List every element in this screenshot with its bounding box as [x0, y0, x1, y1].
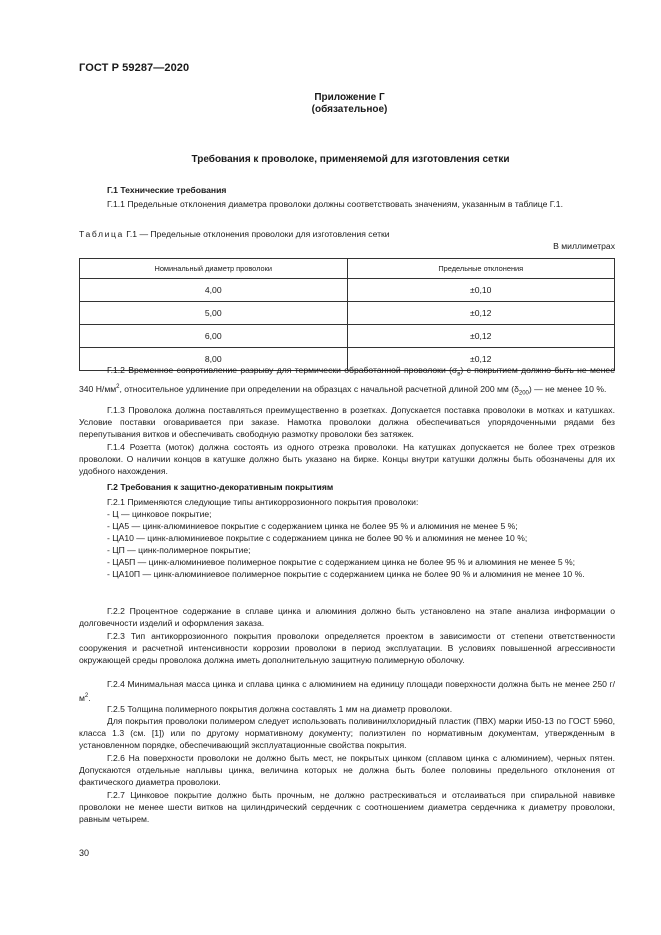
g2-paragraph-5b: Для покрытия проволоки полимером следует использовать поливинилхлоридный пластик (ПВХ) марки И50-13 по ГОСТ 5960, класса 1.3 (см. [1]) или по другому нормативному документу; полиэтилен по нормативным документам, утвержденным в установленном порядке, обеспечивающий эксплуатационные свойства покрытия.: [79, 716, 615, 751]
list-item: - ЦА5П — цинк-алюминиевое полимерное покрытие с содержанием цинка не более 95 % и алюминия не менее 5 %;: [107, 557, 576, 568]
g1-p2-text-c: , относительное удлинение при определении на образцах с начальной расчетной длиной 200 мм (δ: [119, 383, 519, 394]
document-header: ГОСТ Р 59287—2020: [79, 62, 190, 74]
table-header-deviation: Предельные отклонения: [347, 259, 615, 279]
delta-subscript: 200: [518, 390, 529, 397]
g1-p2-text-d: ) — не менее 10 %.: [528, 383, 607, 394]
table-unit: В миллиметрах: [553, 241, 615, 251]
list-item: - ЦП — цинк-полимерное покрытие;: [107, 545, 251, 556]
unit-superscript: 2: [116, 383, 120, 390]
list-item: - ЦА10П — цинк-алюминиевое полимерное покрытие с содержанием цинка не более 90 % и алюминия не менее 10 %.: [107, 569, 585, 580]
section-title: Требования к проволоке, применяемой для изготовления сетки: [191, 154, 510, 165]
g2-p4-text-a: Г.2.4 Минимальная масса цинка и сплава цинка с алюминием на единицу площади поверхности должна быть не менее 250 г/м: [79, 679, 615, 703]
appendix-title: Приложение Г: [314, 92, 385, 103]
g2-paragraph-3: Г.2.3 Тип антикоррозионного покрытия проволоки определяется проектом в зависимости от степени ответственности сооружения и расчетной интенсивности коррозии проволоки в период эксплуатации. В условиях повышенной агрессивности окружающей среды проволока должна иметь дополнительную защитную полимерную оболочку.: [79, 631, 615, 666]
g2-p4-text-b: .: [88, 692, 91, 703]
g1-paragraph-4: Г.1.4 Розетта (моток) должна состоять из одного отрезка проволоки. На катушках допускается не более трех отрезков проволоки. О наличии концов в катушке должно быть указано на бирке. Концы внутри катушки должны быть обозначены для их удобного нахождения.: [79, 442, 615, 477]
table-cell: ±0,12: [347, 325, 615, 348]
coating-list: [79, 508, 615, 581]
table-cell: 8,00: [80, 348, 348, 371]
list-item: - ЦА10 — цинк-алюминиевое покрытие с содержанием цинка не более 90 % и алюминия не менее 10 %;: [107, 533, 528, 544]
deviation-table: [79, 258, 615, 371]
list-item: - Ц — цинковое покрытие;: [107, 509, 212, 519]
sigma-subscript: в: [457, 371, 461, 378]
appendix-note: (обязательное): [311, 104, 388, 115]
table-cell: ±0,12: [347, 302, 615, 325]
g1-paragraph-3: Г.1.3 Проволока должна поставляться преимущественно в розетках. Допускается поставка проволоки в мотках и катушках. Условие поставки оговаривается при заказе. Намотка проволоки должна обеспечиваться упорядоченными рядами без перепутывания витков и обеспечивать свободную размотку проволоки без затяжек.: [79, 405, 615, 440]
g2-paragraph-2: Г.2.2 Процентное содержание в сплаве цинка и алюминия должно быть установлено на этапе анализа информации о долговечности изделий и оформления заказа.: [79, 606, 615, 629]
table-caption-label: Таблица: [79, 229, 124, 239]
table-header-diameter: Номинальный диаметр проволоки: [80, 259, 348, 279]
g2-paragraph-1: Г.2.1 Применяются следующие типы антикоррозионного покрытия проволоки:: [107, 497, 419, 507]
g2-paragraph-7: Г.2.7 Цинковое покрытие должно быть прочным, не должно растрескиваться и отслаиваться при спиральной навивке проволоки не менее шести витков на цилиндрический сердечник с соотношением диаметра сердечника к диаметру проволоки, равным четырем.: [79, 790, 615, 825]
unit-superscript: 2: [84, 693, 89, 700]
page-number: 30: [79, 848, 90, 858]
table-caption-text: Г.1 — Предельные отклонения проволоки для изготовления сетки: [123, 229, 390, 239]
list-item: - ЦА5 — цинк-алюминиевое покрытие с содержанием цинка не более 95 % и алюминия не менее 5 %;: [107, 521, 518, 532]
table-cell: ±0,12: [347, 348, 615, 371]
g1-paragraph-1: Г.1.1 Предельные отклонения диаметра проволоки должны соответствовать значениям, указанным в таблице Г.1.: [107, 199, 563, 209]
table-caption: [79, 228, 615, 240]
table-row: [80, 279, 615, 302]
g2-paragraph-5: Г.2.5 Толщина полимерного покрытия должна составлять 1 мм на диаметр проволоки.: [107, 704, 453, 714]
g2-heading: Г.2 Требования к защитно-декоративным покрытиям: [107, 482, 334, 492]
table-cell: ±0,10: [347, 279, 615, 302]
table-cell: 6,00: [80, 325, 348, 348]
g2-paragraph-4: [79, 678, 615, 704]
table-cell: 4,00: [80, 279, 348, 302]
g2-paragraph-6: Г.2.6 На поверхности проволоки не должно быть мест, не покрытых цинком (сплавом цинка с алюминием), черных пятен. Допускаются отдельные наплывы цинка, величина которых не должна быть более половины предельного отклонения от фактического диаметра проволоки.: [79, 753, 615, 788]
g1-heading: Г.1 Технические требования: [107, 185, 227, 195]
g1-paragraph-2: [79, 364, 615, 399]
g1-p2-text-a: Г.1.2 Временное сопротивление разрыву для термически обработанной проволоки (σ: [107, 365, 458, 375]
g1-p2-text-b: ) с покрытием должно быть не менее 340 Н/мм: [79, 365, 615, 394]
table-row: [80, 325, 615, 348]
table-cell: 5,00: [80, 302, 348, 325]
table-header-row: [80, 259, 615, 279]
table-row: [80, 302, 615, 325]
